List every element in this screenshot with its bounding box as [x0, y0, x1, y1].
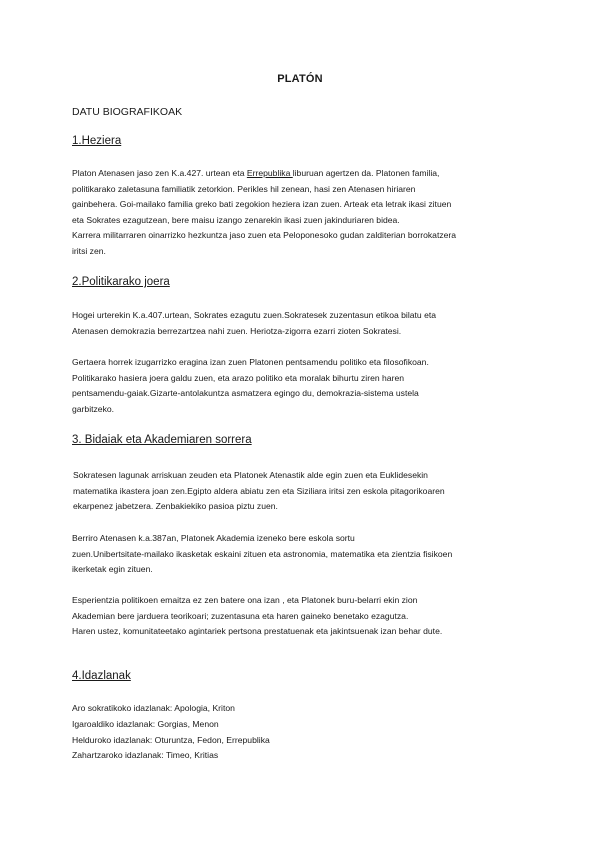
text-line: politikarako zaletasuna familiatik zetorkion. Perikles hil zenean, hasi zen Atenasen hiriaren — [72, 183, 416, 194]
works-list — [72, 701, 270, 764]
section-heading-idazlanak: 4.Idazlanak — [72, 670, 131, 682]
text-line: Sokratesen lagunak arriskuan zeuden eta Platonek Atenastik alde egin zuen eta Euklidesekin — [73, 470, 428, 480]
text-line: Haren ustez, komunitateetako agintariek pertsona prestatuenak eta jakintsuenak izan behar dute. — [72, 626, 443, 637]
text-line: iritsi zen. — [72, 245, 106, 256]
text-line: Berriro Atenasen k.a.387an, Platonek Akademia izeneko bere eskola sortu — [72, 533, 355, 543]
paragraph-politika-2 — [72, 355, 532, 417]
text-line: Akademian bere jarduera teorikoari; zuzentasuna eta haren gaineko benetako ezagutza. — [72, 610, 409, 621]
paragraph-bidaiak-2 — [72, 531, 532, 578]
text-line: Gertaera horrek izugarrizko eragina izan zuen Platonen pentsamendu politiko eta filosofikoan. — [72, 357, 429, 367]
text-line: pentsamendu-gaiak.Gizarte-antolakuntza asmatzera egingo du, demokrazia-sistema ustela — [72, 388, 419, 399]
text-line: Karrera militarraren oinarrizko hezkuntza jaso zuen eta Peloponesoko gudan zalditerian borrokatzera — [72, 230, 457, 241]
text-line: ekarpenez jabetzera. Zenbakiekiko pasioa piztu zuen. — [73, 501, 278, 512]
document-title: PLATÓN — [277, 73, 323, 85]
paragraph-heziera — [72, 166, 532, 260]
text-line: eta Sokrates ezagutzean, bere maisu izango zenarekin ikasi zuen jakinduriaren bidea. — [72, 214, 400, 225]
text-line: matematika ikastera joan zen.Egipto aldera abiatu zen eta Siziliara iritsi zen eskola pitagorikoaren — [73, 485, 445, 496]
list-item: Zahartzaroko idazlanak: Timeo, Kritias — [72, 750, 219, 761]
text-line — [72, 166, 532, 182]
text-segment: liburuan agertzen da. Platonen familia, — [292, 168, 440, 178]
paragraph-bidaiak-1 — [73, 468, 533, 515]
text-line: zuen.Unibertsitate-mailako ikasketak eskaini zituen eta astronomia, matematika eta zientzia fisikoen — [72, 548, 453, 559]
list-item: Aro sokratikoko idazlanak: Apologia, Kriton — [72, 703, 235, 713]
text-segment: Platon Atenasen jaso zen K.a.427. urtean eta — [72, 168, 247, 178]
section-heading-heziera: 1.Heziera — [72, 135, 122, 147]
list-item: Helduroko idazlanak: Oturuntza, Fedon, Errepublika — [72, 734, 270, 745]
list-item: Igaroaldiko idazlanak: Gorgias, Menon — [72, 718, 219, 729]
document-subtitle: DATU BIOGRAFIKOAK — [72, 106, 183, 118]
section-heading-bidaiak: 3. Bidaiak eta Akademiaren sorrera — [72, 434, 252, 446]
paragraph-bidaiak-3 — [72, 593, 532, 640]
text-line: ikerketak egin zituen. — [72, 564, 153, 575]
text-line: Hogei urterekin K.a.407.urtean, Sokrates ezagutu zuen.Sokratesek zuzentasun etikoa bilatu eta — [72, 310, 437, 320]
text-line: Atenasen demokrazia berrezartzea nahi zuen. Heriotza-zigorra ezarri zioten Sokratesi. — [72, 325, 402, 336]
paragraph-politika-1 — [72, 308, 532, 339]
section-heading-politika: 2.Politikarako joera — [72, 276, 170, 288]
text-line: garbitzeko. — [72, 403, 115, 414]
text-line: Esperientzia politikoen emaitza ez zen batere ona izan , eta Platonek buru-belarri ekin zion — [72, 595, 418, 605]
text-line: gainbehera. Goi-mailako familia greko bati zegokion heziera izan zuen. Arteak eta letrak ikasi zituen — [72, 199, 452, 210]
text-line: Politikarako hasiera joera galdu zuen, eta arazo politiko eta moralak bihurtu ziren haren — [72, 372, 405, 383]
errepublika-link[interactable]: Errepublika — [246, 168, 293, 178]
